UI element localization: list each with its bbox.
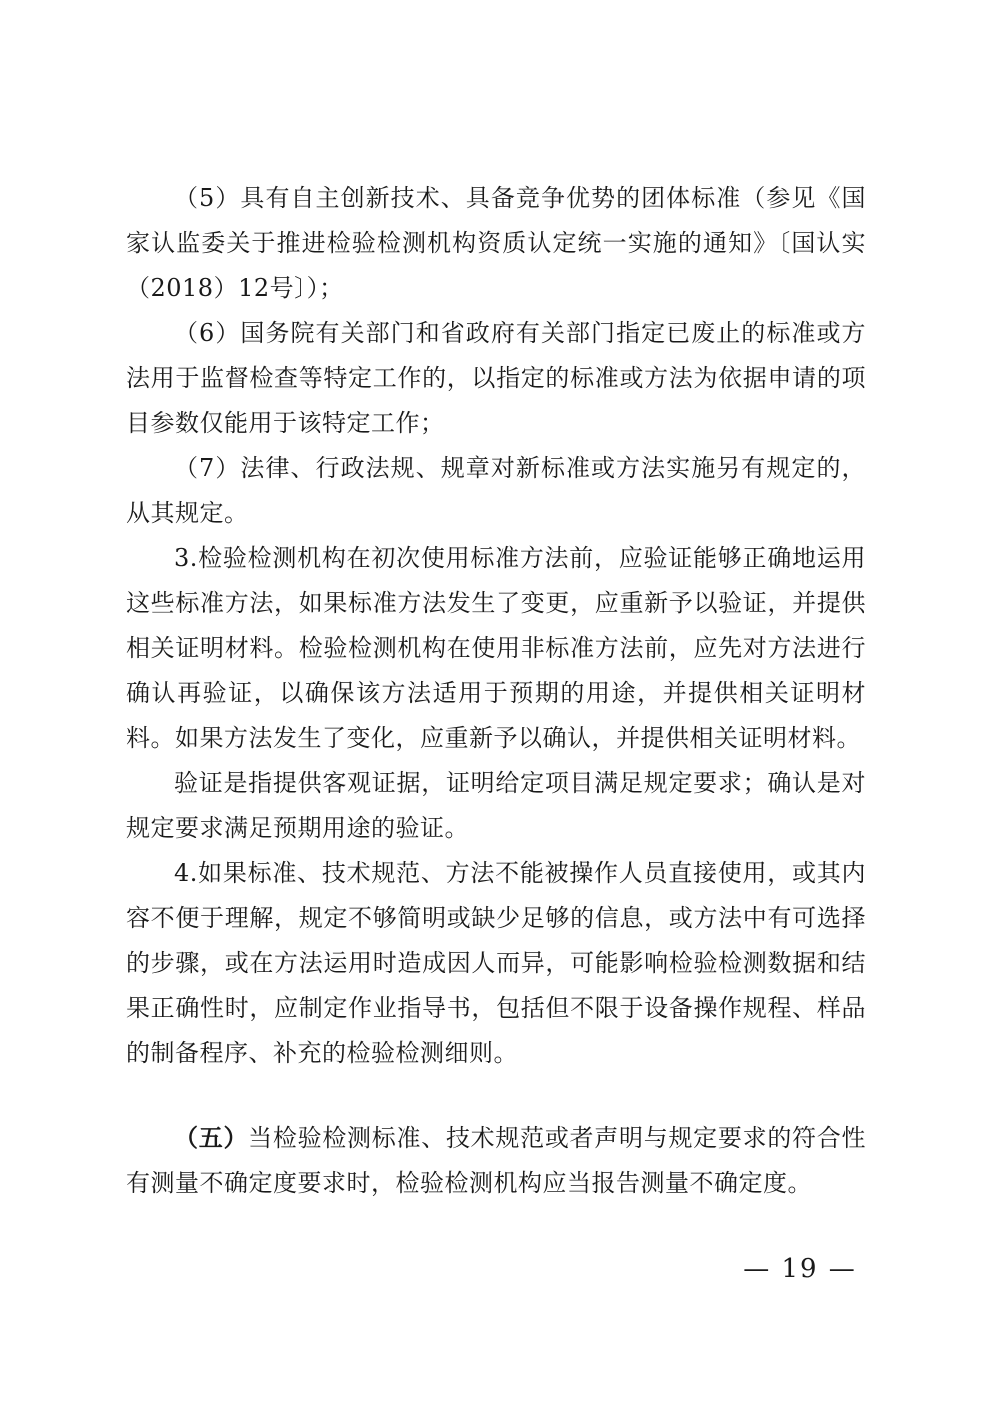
paragraph-item-7: （7）法律、行政法规、规章对新标准或方法实施另有规定的，从其规定。 (126, 454, 866, 527)
section-five-lead: （五） (174, 1123, 249, 1152)
paragraph-item-5: （5）具有自主创新技术、具备竞争优势的团体标准（参见《国家认监委关于推进检验检测机构资质认定统一实施的通知》〔国认实（2018）12号〕）； (126, 184, 866, 302)
page-number: — 19 — (743, 1254, 857, 1284)
paragraph-clause-3: 3.检验检测机构在初次使用标准方法前，应验证能够正确地运用这些标准方法，如果标准方法发生了变更，应重新予以验证，并提供相关证明材料。检验检测机构在使用非标准方法前，应先对方法进行确认再验证，以确保该方法适用于预期的用途，并提供相关证明材料。如果方法发生了变化，应重新予以确认，并提供相关证明材料。 (126, 544, 866, 752)
paragraph-clause-4: 4.如果标准、技术规范、方法不能被操作人员直接使用，或其内容不便于理解，规定不够简明或缺少足够的信息，或方法中有可选择的步骤，或在方法运用时造成因人而异，可能影响检验检测数据和结果正确性时，应制定作业指导书，包括但不限于设备操作规程、样品的制备程序、补充的检验检测细则。 (126, 859, 866, 1067)
section-spacer (126, 1076, 866, 1115)
paragraph-verification-definition: 验证是指提供客观证据，证明给定项目满足规定要求；确认是对规定要求满足预期用途的验证。 (126, 769, 866, 842)
section-five-text: 当检验检测标准、技术规范或者声明与规定要求的符合性有测量不确定度要求时，检验检测机构应当报告测量不确定度。 (126, 1124, 867, 1197)
paragraph-item-6: （6）国务院有关部门和省政府有关部门指定已废止的标准或方法用于监督检查等特定工作的，以指定的标准或方法为依据申请的项目参数仅能用于该特定工作； (126, 319, 866, 437)
body-text (126, 176, 866, 1206)
section-five-paragraph (126, 1115, 866, 1206)
